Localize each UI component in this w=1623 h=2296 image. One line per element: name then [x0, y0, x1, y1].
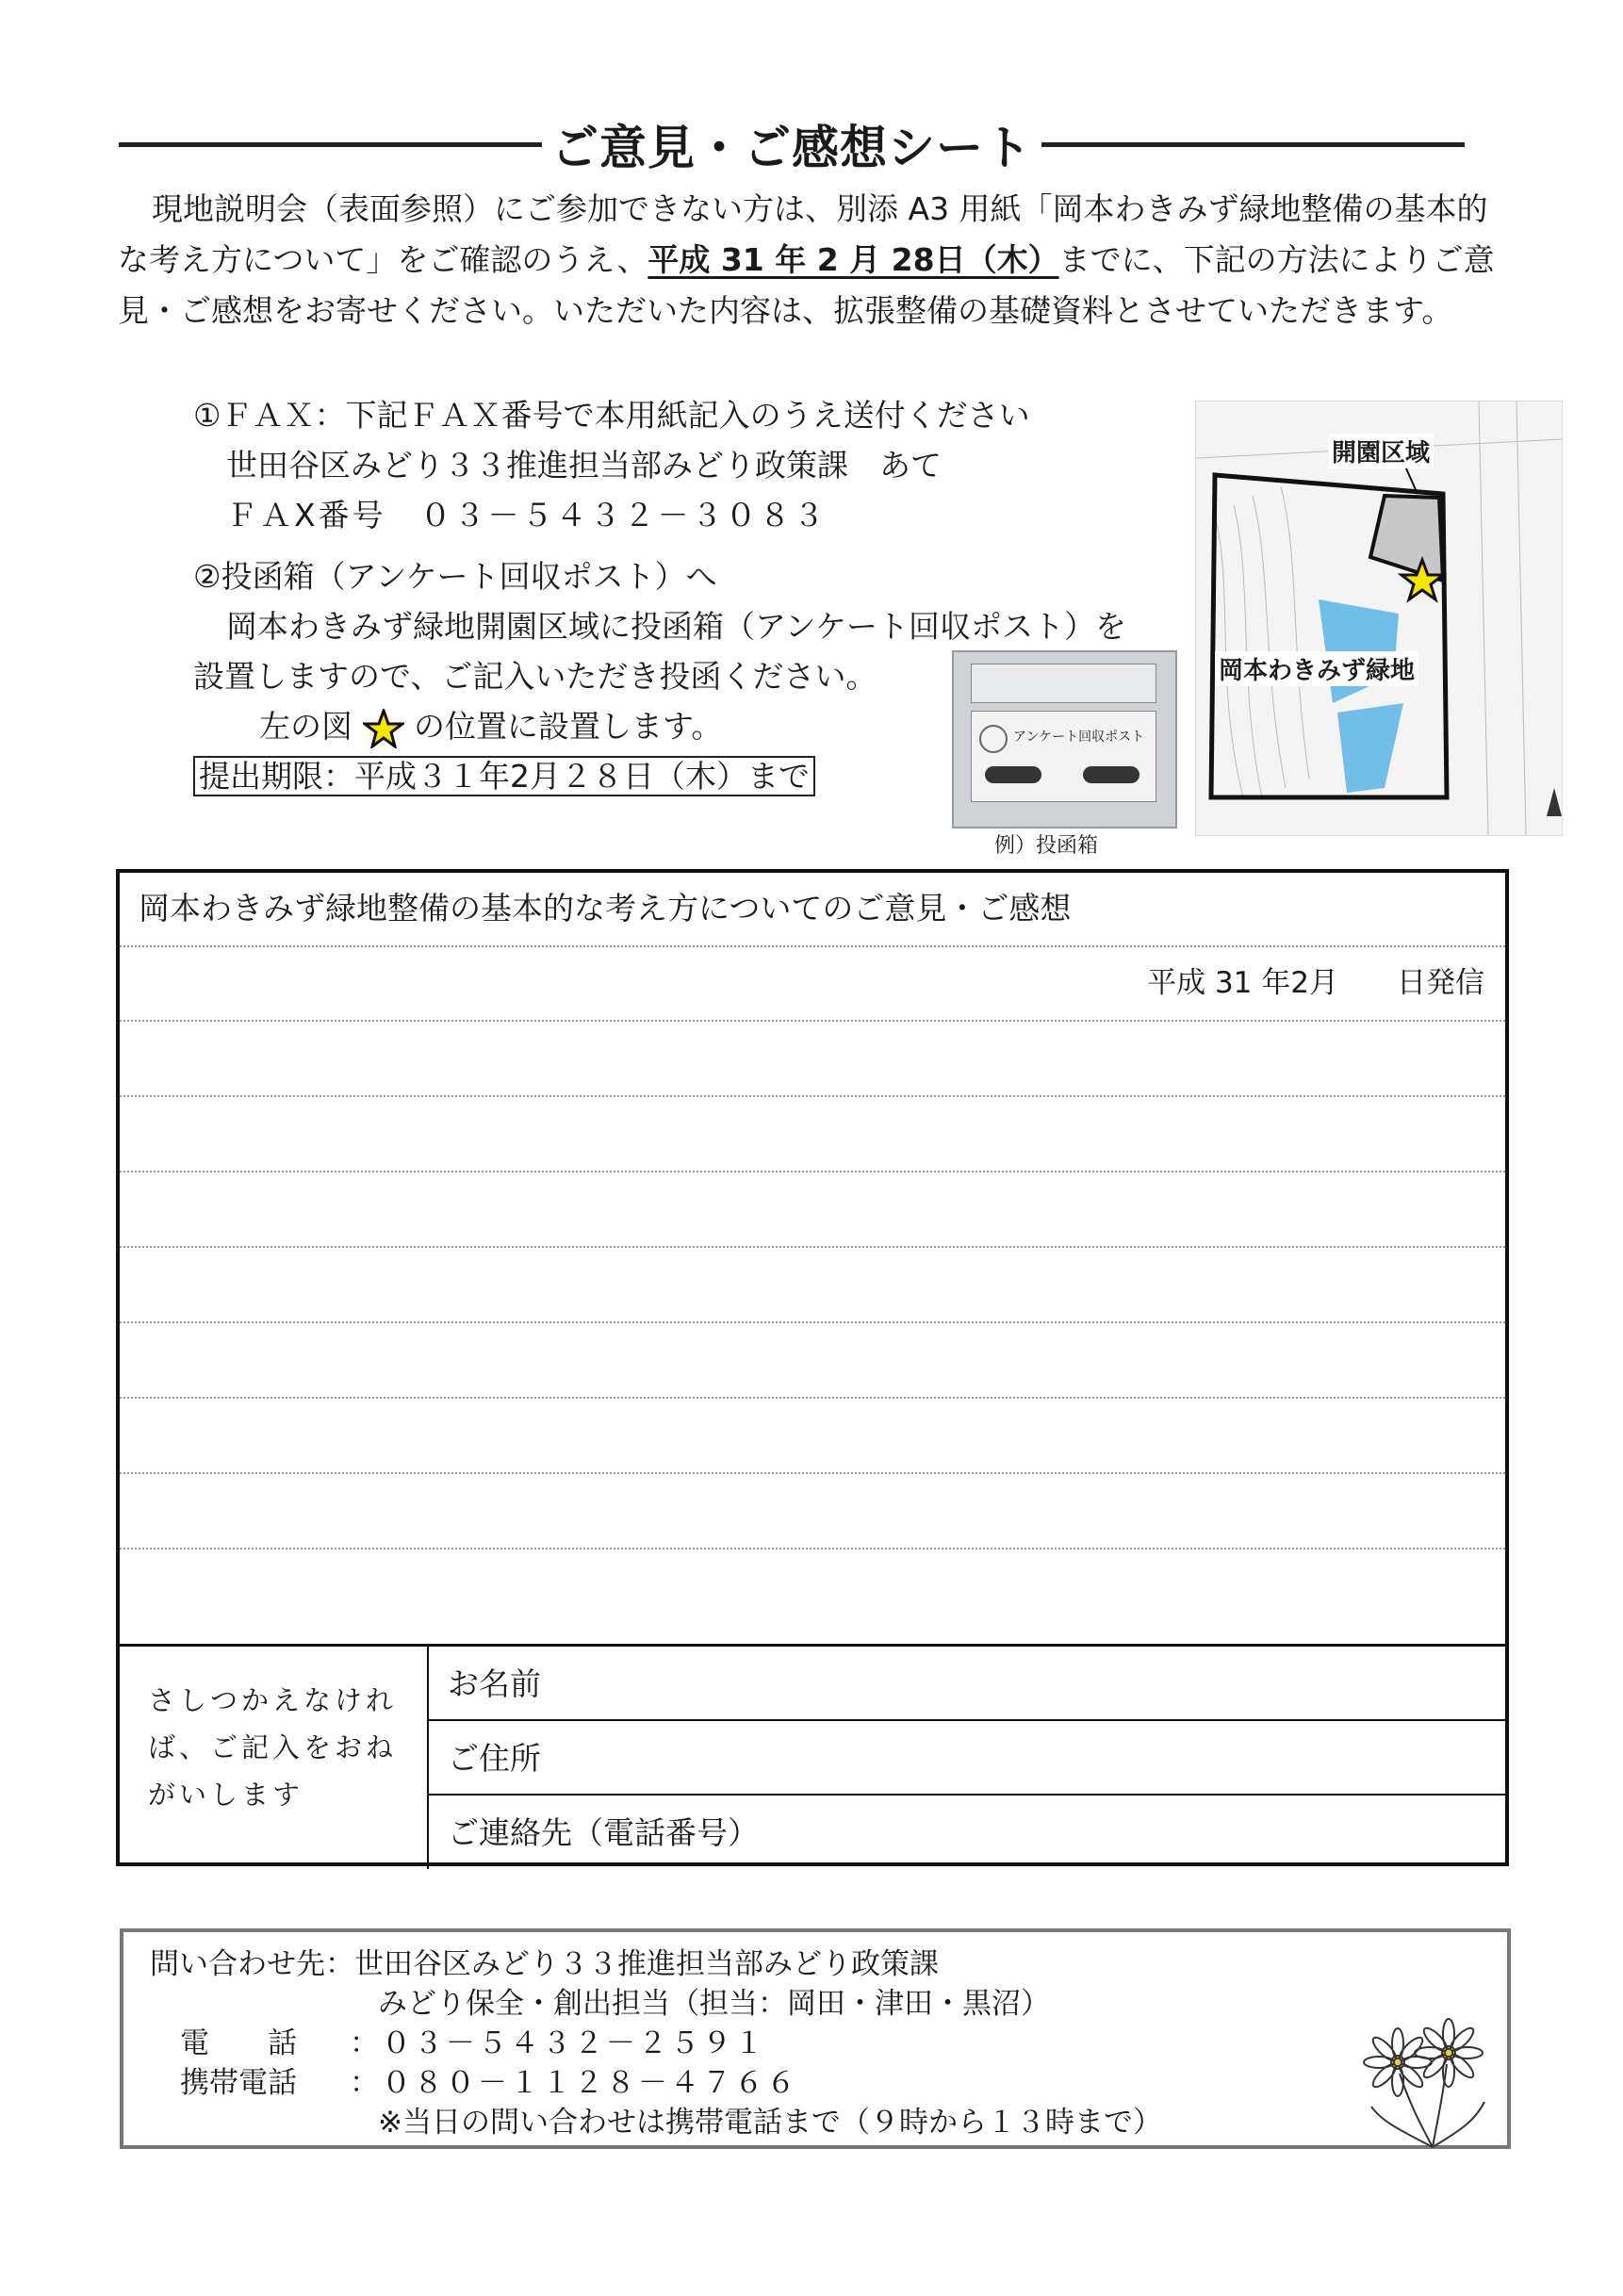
contact-fields: [120, 1644, 1505, 1869]
map-label-open-area: 開園区域: [1328, 434, 1434, 468]
contact-line1: 問い合わせ先：世田谷区みどり３３推進担当部みどり政策課: [150, 1947, 939, 1981]
phone-field[interactable]: ご連絡先（電話番号）: [448, 1814, 759, 1851]
box-front: [971, 711, 1156, 802]
star-icon: [363, 709, 404, 748]
mobile-number: ：０８０－１１２８－４７６６: [350, 2066, 798, 2100]
contact-box: [120, 1928, 1511, 2149]
contact-note: さしつかえなければ、ご記入をおねがいします: [120, 1647, 429, 1869]
page-title: ご意見・ご感想シート: [113, 111, 1470, 177]
writing-line[interactable]: [120, 1022, 1505, 1097]
box-lid: [971, 664, 1156, 703]
address-field[interactable]: ご住所: [429, 1721, 1509, 1796]
map-label-park: 岡本わきみず緑地: [1215, 651, 1418, 686]
collection-box-photo: [952, 650, 1177, 828]
post-label: アンケート回収ポスト: [1013, 730, 1145, 745]
form-title: 岡本わきみず緑地整備の基本的な考え方についてのご意見・ご感想: [120, 873, 1505, 947]
writing-line[interactable]: [120, 1550, 1505, 1644]
name-field[interactable]: お名前: [429, 1647, 1509, 1721]
writing-line[interactable]: [120, 1097, 1505, 1173]
fax-heading: ①ＦＡＸ：下記ＦＡＸ番号で本用紙記入のうえ送付ください: [193, 397, 1030, 434]
logo-icon: [979, 725, 1008, 753]
date-line: 平成 31 年2月 日発信: [120, 947, 1505, 1022]
fax-number: ＦＡX番号 ０３－５４３２－３０８３: [226, 497, 828, 533]
slot-left: [985, 766, 1041, 783]
mobile-label: 携帯電話: [180, 2066, 297, 2100]
writing-line[interactable]: [120, 1323, 1505, 1399]
writing-line[interactable]: [120, 1173, 1505, 1248]
contact-note-line: ※当日の問い合わせは携帯電話まで（９時から１３時まで）: [378, 2106, 1162, 2140]
slot-right: [1083, 766, 1139, 783]
writing-line[interactable]: [120, 1474, 1505, 1550]
site-map: [1195, 401, 1563, 836]
writing-line[interactable]: [120, 1248, 1505, 1323]
contact-line2: みどり保全・創出担当（担当：岡田・津田・黒沼）: [378, 1987, 1050, 2021]
tel-label: 電 話: [180, 2026, 297, 2060]
box-line3: 左の図 の位置に設置します。: [259, 701, 722, 751]
feedback-form: [116, 869, 1509, 1866]
box-heading: ②投函箱（アンケート回収ポスト）へ: [193, 558, 717, 595]
deadline-highlight: 平成 31 年 2 月 28日（木）: [648, 241, 1059, 278]
tel-number: ：０３－５４３２－２５９１: [350, 2026, 766, 2060]
box-line2: 設置しますので、ご記入いただき投函ください。: [193, 658, 877, 695]
fax-recipient: 世田谷区みどり３３推進担当部みどり政策課 あて: [226, 447, 942, 484]
box-line1: 岡本わきみず緑地開園区域に投函箱（アンケート回収ポスト）を: [226, 608, 1127, 645]
photo-caption: 例）投函箱: [994, 834, 1099, 858]
intro-paragraph: 現地説明会（表面参照）にご参加できない方は、別添 A3 用紙「岡本わきみず緑地整備の基本的な考え方について」をご確認のうえ、平成 31 年 2 月 28日（木）までに、下記の方法によりご意見・ご感想をお寄せください。いただいた内容は、拡張整備の基礎資料とさせていただきます。: [118, 190, 1495, 329]
flower-illustration-icon: [1343, 2008, 1494, 2149]
deadline-box: 提出期限：平成３１年2月２８日（木）まで: [193, 751, 815, 801]
writing-line[interactable]: [120, 1399, 1505, 1474]
